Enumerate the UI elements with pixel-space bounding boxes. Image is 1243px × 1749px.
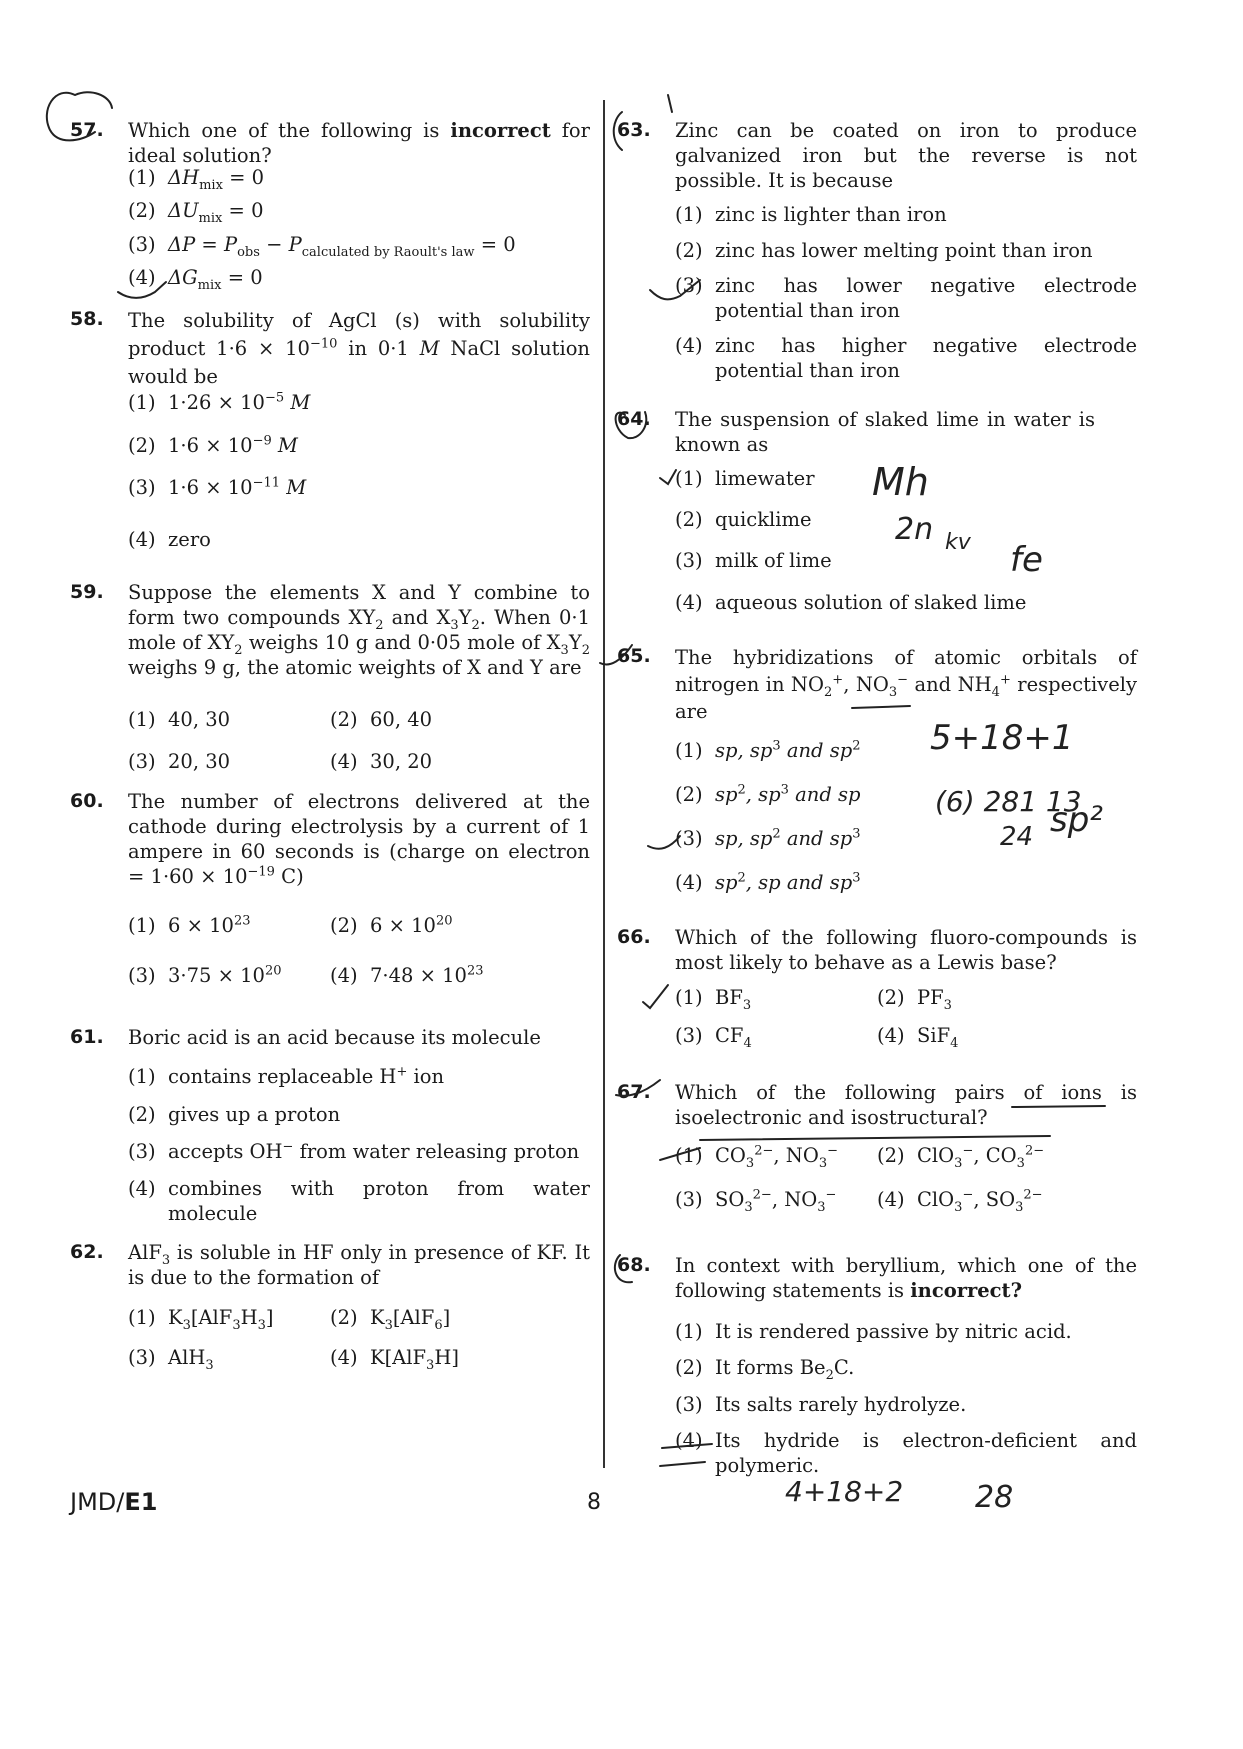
question-text: The number of electrons delivered at the cathode during electrolysis by a current of 1 ampere in 60 seconds is (charge on electron = $1\cdot 60 \times 10^{-19}$ C) <box>128 790 590 888</box>
q60-option-4: (4) $7\cdot 48 \times 10^{23}$ <box>330 963 484 987</box>
q59-option-3: (3) 20, 30 <box>128 750 231 773</box>
question-text: Boric acid is an acid because its molecule <box>128 1026 541 1049</box>
q62-option-2: (2) $K_3[AlF_6]$ <box>330 1306 451 1333</box>
question-67 <box>617 1080 1137 1130</box>
q68-option-4: (4) Its hydride is electron-deficient and polymeric. <box>675 1429 1137 1477</box>
question-text: Zinc can be coated on iron to produce galvanized iron but the reverse is not possible. It is because <box>675 119 1137 192</box>
booklet-code: JMD/E1 <box>70 1488 158 1516</box>
q64-option-2: (2) quicklime <box>675 508 812 531</box>
question-58 <box>70 307 590 391</box>
q61-option-3: (3) accepts OH− from water releasing proton <box>128 1139 580 1163</box>
question-62 <box>70 1240 590 1290</box>
question-number: 60. <box>70 790 104 812</box>
question-number: 63. <box>617 119 651 141</box>
q60-option-3: (3) $3\cdot 75 \times 10^{20}$ <box>128 963 282 987</box>
page-number: 8 <box>587 1490 601 1515</box>
q58-option-1: (1) $1\cdot 26 \times 10^{-5}$ M <box>128 390 311 414</box>
question-text: In context with beryllium, which one of the following statements is incorrect? <box>675 1254 1137 1302</box>
q57-option-1: (1) $\Delta H_{mix} = 0$ <box>128 166 265 193</box>
question-text: The hybridizations of atomic orbitals of nitrogen in $NO_2^+$, $NO_3^-$ and $NH_4^+$ respectively are <box>675 646 1137 723</box>
q68-option-1: (1) It is rendered passive by nitric acid. <box>675 1320 1072 1343</box>
question-number: 59. <box>70 581 104 603</box>
question-number: 62. <box>70 1241 104 1263</box>
q59-option-2: (2) 60, 40 <box>330 708 433 731</box>
q60-option-1: (1) $6 \times 10^{23}$ <box>128 913 251 937</box>
q65-option-1: (1) sp, $sp^3$ and $sp^2$ <box>675 738 861 762</box>
q65-option-3: (3) sp, $sp^2$ and $sp^3$ <box>675 826 861 850</box>
q59-option-1: (1) 40, 30 <box>128 708 231 731</box>
question-number: 65. <box>617 645 651 667</box>
q68-option-2: (2) It forms $Be_2C$. <box>675 1356 855 1383</box>
q63-option-4: (4) zinc has higher negative electrode potential than iron <box>675 334 1137 382</box>
question-63 <box>617 118 1137 193</box>
question-57 <box>70 118 590 168</box>
question-65 <box>617 644 1137 725</box>
question-text: Which of the following pairs of ions is isoelectronic and isostructural? <box>675 1081 1137 1129</box>
question-number: 58. <box>70 308 104 330</box>
q66-option-4: (4) SiF$_4$ <box>877 1024 959 1051</box>
q67-option-1: (1) $CO_3^{2-}$, $NO_3^-$ <box>675 1143 839 1171</box>
handwritten-note: kv <box>945 530 971 555</box>
handwritten-note: (6) 281 13 <box>935 785 1082 818</box>
handwritten-note: 2n <box>895 512 934 547</box>
q60-option-2: (2) $6 \times 10^{20}$ <box>330 913 453 937</box>
handwritten-note: 28 <box>975 1480 1014 1515</box>
q63-option-1: (1) zinc is lighter than iron <box>675 203 947 226</box>
q62-option-1: (1) $K_3[AlF_3H_3]$ <box>128 1306 274 1333</box>
question-number: 61. <box>70 1026 104 1048</box>
question-number: 68. <box>617 1254 651 1276</box>
question-number: 67. <box>617 1081 651 1103</box>
q58-option-4: (4) zero <box>128 528 211 551</box>
q57-option-2: (2) $\Delta U_{mix} = 0$ <box>128 199 264 226</box>
question-60 <box>70 789 590 889</box>
q62-option-4: (4) K[AlF$_3$H] <box>330 1346 459 1373</box>
q61-option-4: (4) combines with proton from water molecule <box>128 1177 590 1225</box>
q65-option-4: (4) $sp^2$, sp and $sp^3$ <box>675 870 861 894</box>
bracket-mark <box>668 95 672 112</box>
q64-option-3: (3) milk of lime <box>675 549 832 572</box>
q67-option-3: (3) $SO_3^{2-}$, $NO_3^-$ <box>675 1187 837 1215</box>
question-text: Suppose the elements X and Y combine to form two compounds $XY_2$ and $X_3Y_2$. When 0·1 mole of $XY_2$ weighs 10 g and 0·05 mole of $X_3Y_2$ weighs 9 g, the atomic weights of X and Y are <box>128 581 591 679</box>
q57-option-3: (3) $\Delta P = P_{obs} - P_{calculated by Raoult's law} = 0$ <box>128 233 516 260</box>
question-number: 66. <box>617 926 651 948</box>
handwritten-note: 4+18+2 <box>785 1475 904 1508</box>
q67-option-4: (4) ClO$_3$−, $SO_3^{2-}$ <box>877 1187 1043 1215</box>
q66-option-3: (3) $CF_4$ <box>675 1024 752 1051</box>
q59-option-4: (4) 30, 20 <box>330 750 433 773</box>
question-number: 64. <box>617 408 651 430</box>
tick-mark <box>643 985 668 1008</box>
question-text: Which of the following fluoro-compounds is most likely to behave as a Lewis base? <box>675 926 1137 974</box>
q65-option-2: (2) $sp^2$, $sp^3$ and sp <box>675 782 861 806</box>
question-68 <box>617 1253 1137 1303</box>
q58-option-3: (3) $1\cdot 6 \times 10^{-11}$ M <box>128 475 307 499</box>
q66-option-1: (1) $BF_3$ <box>675 986 752 1013</box>
question-text: The solubility of AgCl (s) with solubility product $1\cdot 6 \times 10^{-10}$ in 0·1 M NaCl solution would be <box>128 309 590 388</box>
question-text: AlF$_3$ is soluble in HF only in presence of KF. It is due to the formation of <box>128 1241 590 1289</box>
question-number: 57. <box>70 119 104 141</box>
q57-option-4: (4) $\Delta G_{mix} = 0$ <box>128 266 263 293</box>
q67-option-2: (2) ClO$_3$−, $CO_3^{2-}$ <box>877 1143 1045 1171</box>
handwritten-note: fe <box>1010 540 1043 580</box>
q62-option-3: (3) AlH$_3$ <box>128 1346 214 1373</box>
underline-mark <box>700 1136 1050 1140</box>
handwritten-note: Mh <box>872 460 929 504</box>
q64-option-4: (4) aqueous solution of slaked lime <box>675 591 1027 614</box>
handwritten-note: sp² <box>1050 800 1103 840</box>
question-59 <box>70 580 590 680</box>
column-divider <box>603 100 605 1468</box>
question-text: Which one of the following is incorrect for ideal solution? <box>128 119 590 167</box>
q66-option-2: (2) $PF_3$ <box>877 986 952 1013</box>
question-61 <box>70 1025 590 1050</box>
q58-option-2: (2) $1\cdot 6 \times 10^{-9}$ M <box>128 433 298 457</box>
q63-option-2: (2) zinc has lower melting point than iron <box>675 239 1093 262</box>
question-66 <box>617 925 1137 975</box>
question-text: The suspension of slaked lime in water is known as <box>675 408 1095 456</box>
q64-option-1: (1) limewater <box>675 467 815 490</box>
q63-option-3: (3) zinc has lower negative electrode potential than iron <box>675 274 1137 322</box>
handwritten-note: 24 <box>1000 822 1034 852</box>
question-64 <box>617 407 1137 457</box>
q61-option-1: (1) contains replaceable H+ ion <box>128 1064 445 1088</box>
q68-option-3: (3) Its salts rarely hydrolyze. <box>675 1393 967 1416</box>
tick-mark <box>660 470 676 484</box>
handwritten-note: 5+18+1 <box>930 718 1074 758</box>
q61-option-2: (2) gives up a proton <box>128 1103 341 1126</box>
